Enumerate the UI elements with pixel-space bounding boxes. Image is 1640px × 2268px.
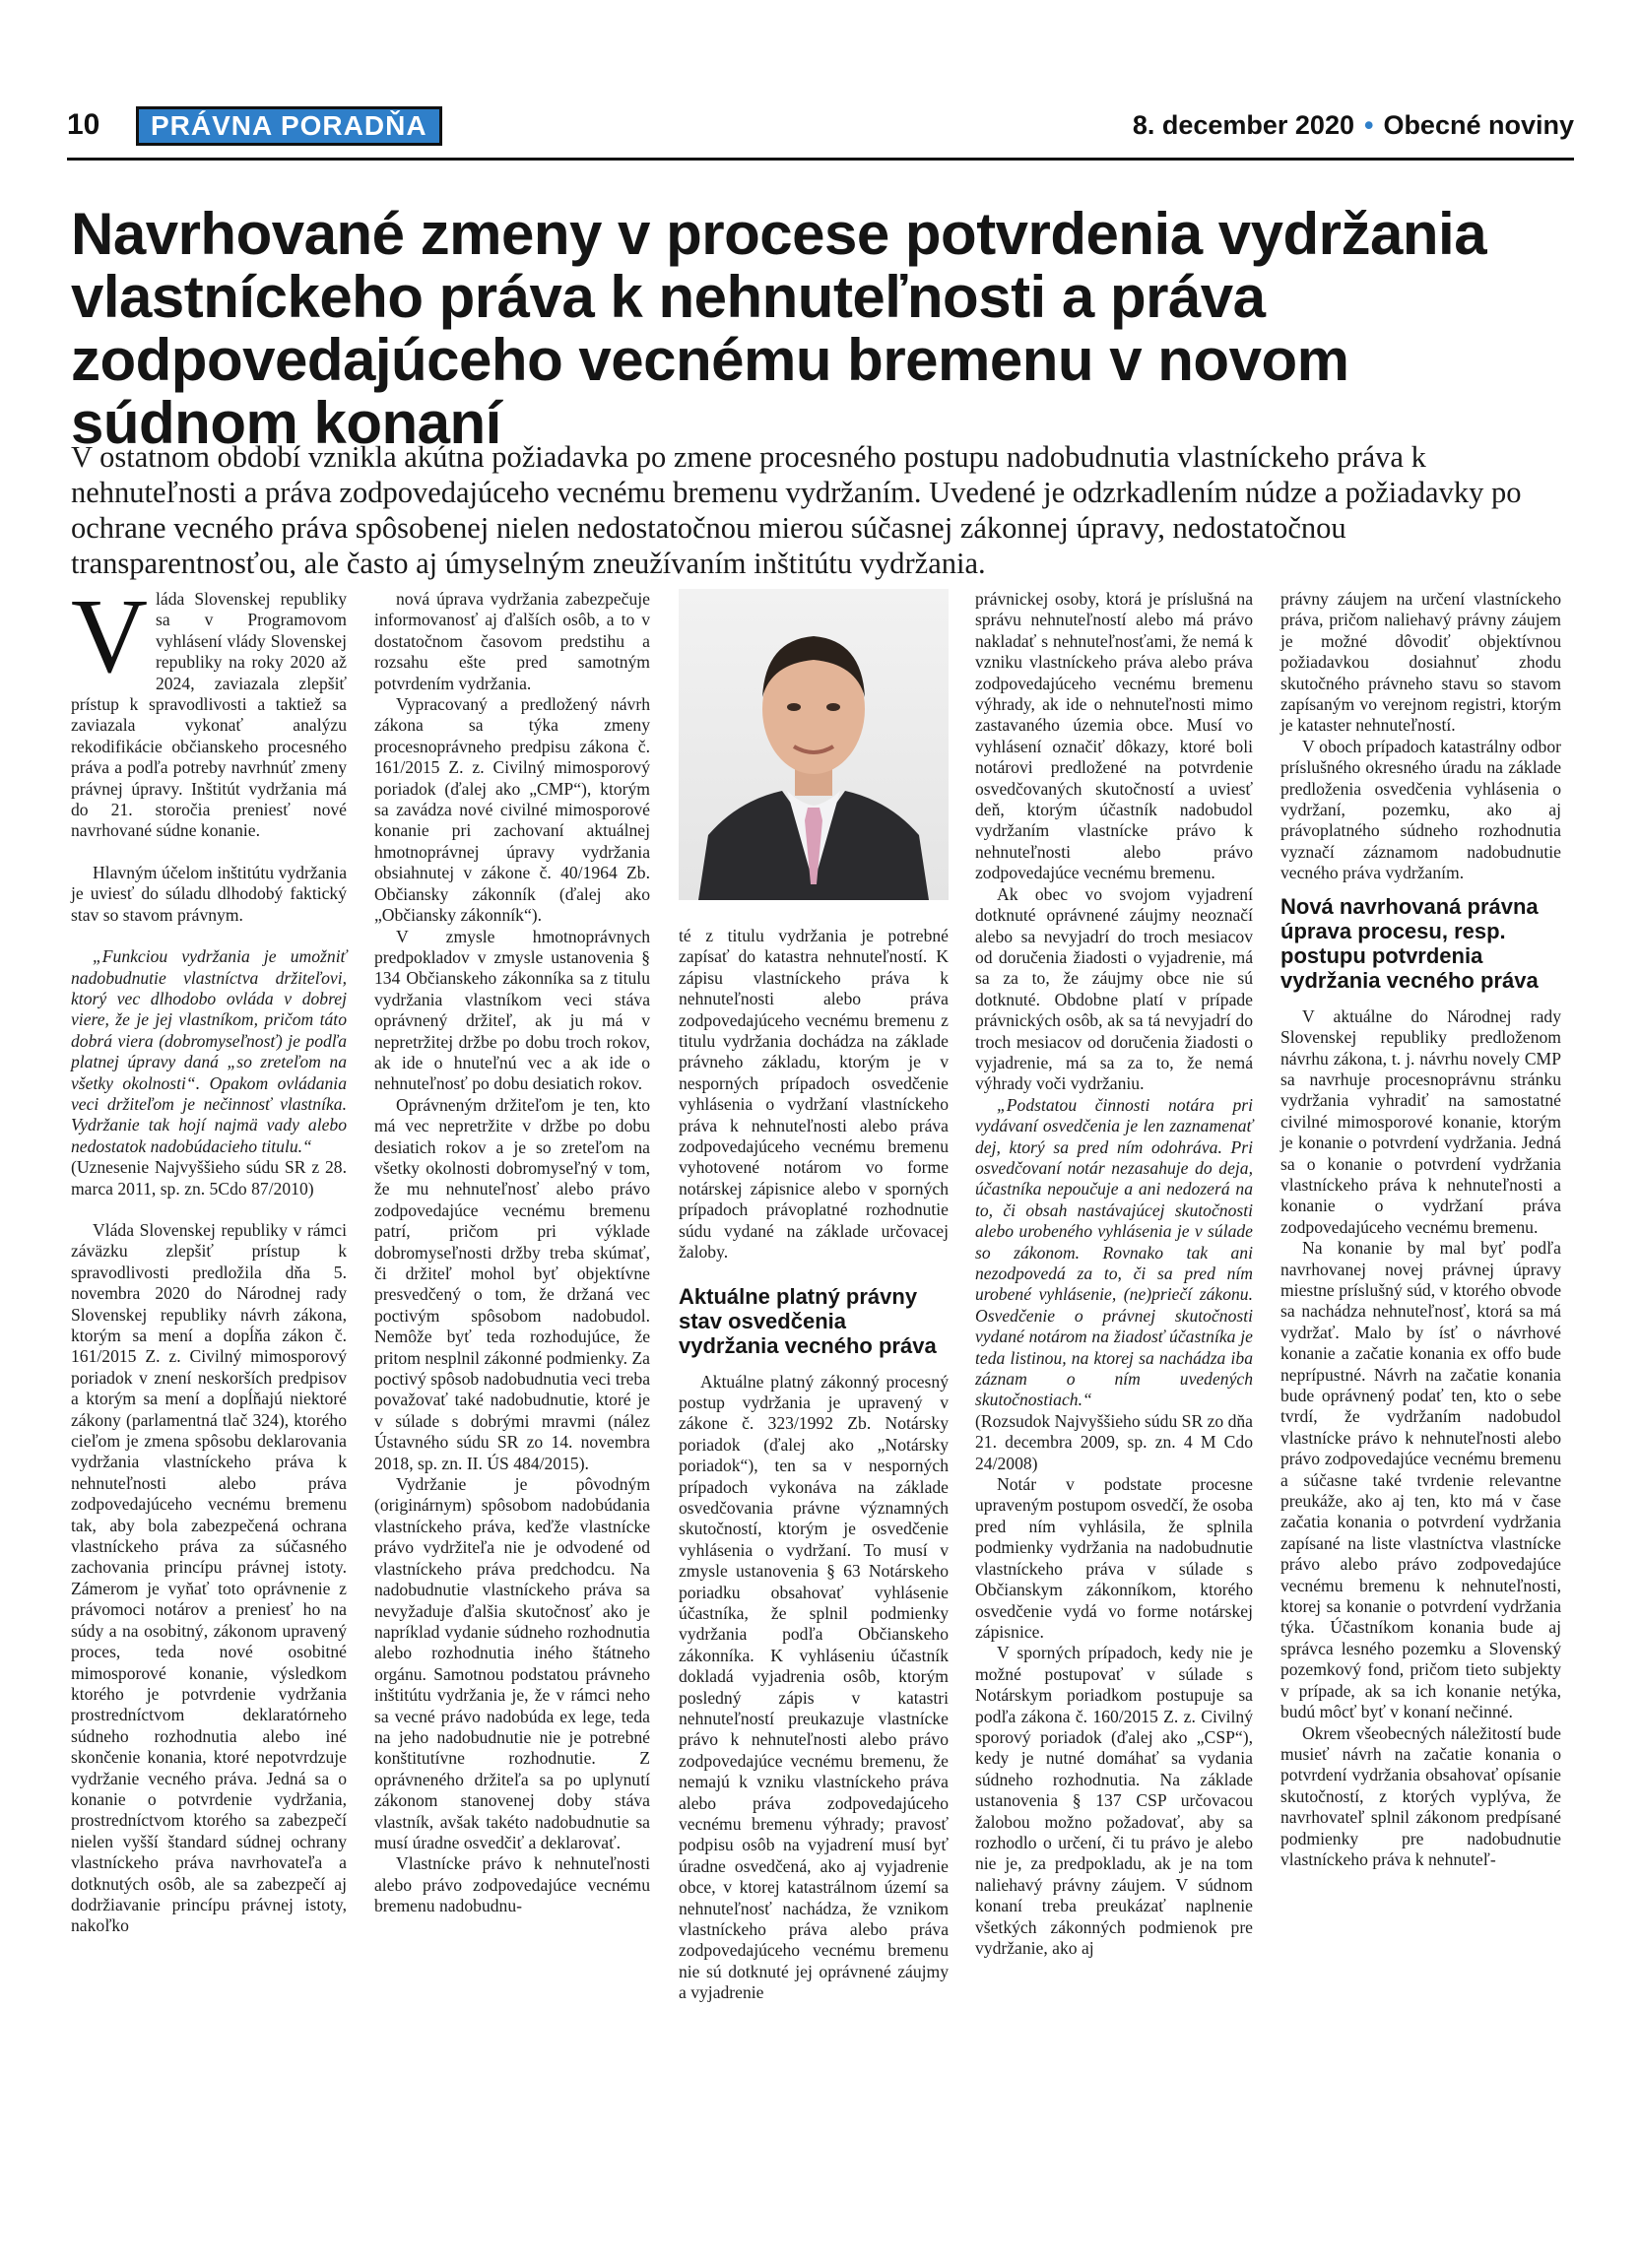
article-lead: V ostatnom období vznikla akútna požiadavka po zmene procesného postupu nadobudnutia vlastníckeho práva k nehnuteľnosti a práva zodpovedajúceho vecnému bremenu vydržaním. Uvedené je odzrkadlením núdze a požiadavky po ochrane vecného práva spôsobenej nielen nedostatočnou mierou súčasnej zákonnej úpravy, nedostatočnou transparentnosťou, ale často aj úmyselným zneužívaním inštitútu vydržania. (71, 440, 1522, 580)
quote-citation: (Rozsudok Najvyššieho súdu SR zo dňa 21. decembra 2009, sp. zn. 4 M Cdo 24/2008) (975, 1410, 1253, 1473)
page-header (67, 106, 1574, 148)
body-paragraph: V oboch prípadoch katastrálny odbor príslušného okresného úradu na základe predloženia osvedčenia vyhlásenia o vydržaní, pozemku, ako aj právoplatného súdneho rozhodnutia vyznačí záznamom nadobudnutie vecného práva vydržaním. (1280, 736, 1561, 883)
body-paragraph: Okrem všeobecných náležitostí bude musieť návrh na začatie konania o potvrdení vydržania obsahovať opísanie skutočností, z ktorých vyplýva, že navrhovateľ splnil zákonom predpísané podmienky pre nadobudnutie vlastníckeho práva k nehnuteľ- (1280, 1722, 1561, 1869)
portrait-illustration (679, 589, 949, 900)
body-paragraph: Ak obec vo svojom vyjadrení dotknuté oprávnené záujmy neoznačí alebo sa nevyjadrí do troch mesiacov od doručenia žiadosti o vyjadrenie, má sa za to, že záujmy obce nie sú dotknuté. Obdobne platí v prípade právnických osôb, ak sa tá nevyjadrí do troch mesiacov od doručenia žiadosti o vyjadrenie, má sa za to, že nemá výhrady voči vydržaniu. (975, 883, 1253, 1094)
article-title: Navrhované zmeny v procese potvrdenia vydržania vlastníckeho práva k nehnuteľnosti a práva zodpovedajúceho vecnému bremenu v novom súdnom konaní (71, 201, 1487, 456)
body-paragraph: V sporných prípadoch, kedy nie je možné postupovať v súlade s Notárskym poriadkom postupuje sa podľa zákona č. 160/2015 Z. z. Civilný sporový poriadok (ďalej ako „CSP“), kedy je nutné domáhať sa vydania súdneho rozhodnutia. Na základe ustanovenia § 137 CSP určovacou žalobou možno požadovať, aby sa rozhodlo o určení, či tu právo je alebo nie je, za predpokladu, ak je na tom naliehavý právny záujem. V súdnom konaní treba preukázať naplnenie všetkých zákonných podmienok pre vydržanie, ako aj (975, 1643, 1253, 1958)
article-column-3 (679, 926, 949, 2004)
article-column-1 (71, 578, 347, 1958)
body-paragraph: právny záujem na určení vlastníckeho práva, pričom naliehavý právny záujem je možné dôvodiť objektívnou požiadavkou dosiahnuť zhodu skutočného právneho stavu so stavom zapísaným vo verejnom registri, ktorým je kataster nehnuteľností. (1280, 589, 1561, 736)
header-meta (1133, 110, 1574, 141)
body-paragraph: Vypracovaný a predložený návrh zákona sa týka zmeny procesnoprávneho predpisu zákona č. 161/2015 Z. z. Civilný mimosporový poriadok (ďalej ako „CMP“), ktorým sa zavádza nové civilné mimosporové konanie pri zachovaní aktuálnej hmotnoprávnej úpravy vydržania obsiahnutej v zákone č. 40/1964 Zb. Občiansky zákonník (ďalej ako „Občiansky zákonník“). (374, 694, 650, 926)
article-column-5 (1280, 589, 1561, 1870)
body-paragraph: V zmysle hmotnoprávnych predpokladov v zmysle ustanovenia § 134 Občianskeho zákonníka sa z titulu vydržania vlastníkom veci stáva oprávnený držiteľ, ak ju má v nepretržitej držbe po dobu troch rokov, ak ide o hnuteľnú vec a ak ide o nehnuteľnosť po dobu desiatich rokov. (374, 926, 650, 1094)
publication-name: Obecné noviny (1383, 110, 1574, 140)
header-rule (67, 158, 1574, 161)
separator-dot: • (1363, 110, 1374, 140)
body-paragraph: Notár v podstate procesne upraveným postupom osvedčí, že osoba pred ním vyhlásila, že splnila podmienky vydržania na nadobudnutie vlastníckeho práva v súlade s Občianskym zákonníkom, ktorého osvedčenie vydá vo forme notárskej zápisnice. (975, 1474, 1253, 1642)
issue-date: 8. december 2020 (1132, 110, 1354, 140)
subheading: Aktuálne platný právny stav osvedčenia vydržania vecného práva (679, 1283, 937, 1358)
body-paragraph: Vláda Slovenskej republiky v rámci záväzku zlepšiť prístup k spravodlivosti predložila dňa 5. novembra 2020 do Národnej rady Slovenskej republiky návrh zákona, ktorým sa mení a dopĺňa zákon č. 161/2015 Z. z. Civilný mimosporový poriadok v znení neskorších predpisov a ktorým sa mení a dopĺňajú niektoré zákony (parlamentná tlač 324), ktorého cieľom je zmena spôsobu deklarovania vydržania vlastníckeho práva k nehnuteľnosti alebo práva zodpovedajúceho vecnému bremenu tak, aby bola zabezpečená ochrana vlastníckeho práva za súčasného zachovania princípu právnej istoty. Zámerom je vyňať toto oprávnenie z právomoci notárov a preniesť ho na súdy a na osobitný, zákonom upravený proces, teda nové osobitné mimosporové konanie, výsledkom ktorého je potvrdenie vydržania prostredníctvom deklaratórneho súdneho rozhodnutia alebo iné skončenie konania, ktoré nepotvrdzuje vydržanie vecného práva. Jedná sa o konanie o potvrdenie vydržania, prostredníctvom ktorého sa zabezpečí nielen vyšší štandard súdnej ochrany vlastníckeho práva navrhovateľa a dotknutých osôb, ale sa zabezpečí aj dodržiavanie princípu právnej istoty, nakoľko (71, 1219, 347, 1936)
body-paragraph: právnickej osoby, ktorá je príslušná na správu nehnuteľností alebo má právo nakladať s nehnuteľnosťami, že nemá k vzniku vlastníckeho práva alebo práva zodpovedajúceho vecnému bremenu výhrady, ak ide o nehnuteľnosti mimo zastavaného územia obce. Musí vo vyhlásení označiť dôkazy, ktoré boli notárovi predložené na potvrdenie osvedčovaných skutočností a uviesť deň, ktorým účastník nadobudol vydržaním vlastnícke právo k nehnuteľnosti alebo právo zodpovedajúce vecnému bremenu. (975, 589, 1253, 883)
section-label: PRÁVNA PORADŇA (136, 106, 442, 146)
subheading: Nová navrhovaná právna úprava procesu, resp. postupu potvrdenia vydržania vecného práva (1280, 893, 1539, 993)
intro-text: láda Slovenskej republiky sa v Programovom vyhlásení vlády Slovenskej republiky na roky 2020 až 2024, zaviazala zlepšiť prístup k spravodlivosti a taktiež sa zaviazala vykonať analýzu rekodifikácie občianskeho procesného práva a podľa potreby navrhnúť zmeny právnej úpravy. Inštitút vydržania má do 21. storočia preniesť nové navrhované súdne konanie. (71, 589, 347, 841)
court-quote: „Podstatou činnosti notára pri vydávaní osvedčenia je len zaznamenať dej, ktorý sa pred ním odohráva. Pri osvedčovaní notár nezasahuje do deja, účastníka nepoučuje a ani nedozerá na to, či obsah nastávajúcej skutočnosti alebo urobeného vyhlásenia je v súlade so zákonom. Rovnako tak ani nezodpovedá za to, či sa pred ním urobené vyhlásenie, (ne)priečí zákonu. Osvedčenie o právnej skutočnosti vydané notárom na žiadosť účastníka je teda listinou, na ktorej sa nachádza iba záznam o ním uvedených skutočnostiach.“ (975, 1094, 1253, 1410)
court-quote: „Funkciou vydržania je umožniť nadobudnutie vlastníctva držiteľovi, ktorý vec dlhodobo ovláda v dobrej viere, že je jej vlastníkom, pričom táto dobrá viera (dobromyseľnosť) je podľa platnej úpravy daná „so zreteľom na všetky okolnosti“. Opakom ovládania veci držiteľom je nečinnosť vlastníka. Vydržanie tak hojí najmä vady alebo nedostatok nadobúdacieho titulu.“ (71, 946, 347, 1156)
body-paragraph: nová úprava vydržania zabezpečuje informovanosť aj ďalších osôb, a to v dostatočnom časovom predstihu a rozsahu ešte pred samotným potvrdením vydržania. (374, 589, 650, 693)
drop-cap: V (71, 578, 148, 695)
body-paragraph: Na konanie by mal byť podľa navrhovanej novej právnej úpravy miestne príslušný súd, v ktorého obvode sa nachádza nehnuteľnosť, ktorá sa má vydržať. Malo by ísť o návrhové konanie a začatie konania ex offo bude neprípustné. Návrh na začatie konania bude oprávnený podať ten, kto o sebe tvrdí, že vydržaním nadobudol vlastnícke právo k nehnuteľnosti alebo právo zodpovedajúce vecnému bremenu a súčasne také tvrdenie relevantne preukáže, ako aj ten, kto má v čase začatia konania o potvrdení vydržania zapísané na liste vlastníctva vlastnícke právo alebo právo zodpovedajúce vecnému bremenu k nehnuteľnosti, ktorej sa konanie o potvrdení vydržania týka. Účastníkom konania bude aj správca lesného pozemku a Slovenský pozemkový fond, pričom tieto subjekty v prípade, ak sa ich konanie netýka, budú môcť byť v konaní nečinné. (1280, 1238, 1561, 1722)
body-paragraph: Hlavným účelom inštitútu vydržania je uviesť do súladu dlhodobý faktický stav so stavom právnym. (71, 862, 347, 925)
body-paragraph: Vydržanie je pôvodným (originárnym) spôsobom nadobúdania vlastníckeho práva, keďže vlastnícke právo vydržiteľa nie je odvodené od vlastníckeho práva predchodcu. Na nadobudnutie vlastníckeho práva sa nevyžaduje ďalšia skutočnosť ako je napríklad vydanie súdneho rozhodnutia alebo rozhodnutia iného štátneho orgánu. Samotnou podstatou právneho inštitútu vydržania je, že v rámci neho sa vecné právo nadobúda ex lege, teda na jeho nadobudnutie nie je potrebné konštitutívne rozhodnutie. Z oprávneného držiteľa sa po uplynutí zákonom stanovenej doby stáva vlastník, avšak takéto nadobudnutie sa musí úradne osvedčiť a deklarovať. (374, 1474, 650, 1852)
page-number: 10 (67, 108, 100, 141)
body-paragraph: té z titulu vydržania je potrebné zapísať do katastra nehnuteľností. K zápisu vlastníckeho práva k nehnuteľnosti alebo práva zodpovedajúceho vecnému bremenu z titulu vydržania dochádza na základe právneho základu, ktorým je v nesporných prípadoch osvedčenie vyhlásenia o vydržaní vlastníckeho práva k nehnuteľnosti alebo práva zodpovedajúceho vecnému bremenu vyhotovené notárom vo forme notárskej zápisnice alebo v sporných prípadoch právoplatné rozhodnutie súdu vydané na základe určovacej žaloby. (679, 926, 949, 1263)
intro-paragraph (71, 578, 347, 842)
body-paragraph: V aktuálne do Národnej rady Slovenskej republiky predloženom návrhu zákona, t. j. návrhu novely CMP sa navrhuje procesnoprávnu stránku vydržania vyhradiť na samostatné civilné mimosporové konanie, ktorým je konanie o potvrdení vydržania. Jedná sa o konanie o potvrdení vydržania vlastníckeho práva k nehnuteľnosti a konanie o vydržaní práva zodpovedajúceho vecnému bremenu. (1280, 1005, 1561, 1237)
body-paragraph: Vlastnícke právo k nehnuteľnosti alebo právo zodpovedajúce vecnému bremenu nadobudnu- (374, 1853, 650, 1916)
article-column-4 (975, 589, 1253, 1959)
article-column-2 (374, 589, 650, 1917)
author-photo (679, 589, 949, 900)
body-paragraph: Oprávneným držiteľom je ten, kto má vec nepretržite v držbe po dobu desiatich rokov a je so zreteľom na všetky okolnosti dobromyseľný v tom, že mu nehnuteľnosť alebo právo zodpovedajúce vecnému bremenu patrí, pričom pri výklade dobromyseľnosti držby treba skúmať, či držiteľ mohol byť objektívne presvedčený o tom, že držaná vec poctivým spôsobom nadobudol. Nemôže byť teda rozhodujúce, že pritom nesplnil zákonné podmienky. Za poctivý spôsob nadobudnutia veci treba považovať také nadobudnutie, ktoré je v súlade s dobrými mravmi (nález Ústavného súdu SR zo 14. novembra 2018, sp. zn. II. ÚS 484/2015). (374, 1094, 650, 1473)
quote-citation: (Uznesenie Najvyššieho súdu SR z 28. marca 2011, sp. zn. 5Cdo 87/2010) (71, 1157, 347, 1199)
body-paragraph: Aktuálne platný zákonný procesný postup vydržania je upravený v zákone č. 323/1992 Zb. Notársky poriadok (ďalej ako „Notársky poriadok“), ten sa v nesporných prípadoch vykonáva na základe osvedčovania právne významných skutočností, ktorým je osvedčenie vyhlásenia o vydržaní. To musí v zmysle ustanovenia § 63 Notárskeho poriadku obsahovať vyhlásenie účastníka, že splnil podmienky vydržania podľa Občianskeho zákonníka. K vyhláseniu účastník dokladá vyjadrenia osôb, ktorým posledný zápis v katastri nehnuteľností preukazuje vlastnícke právo k nehnuteľnosti alebo právo zodpovedajúce vecnému bremenu, že nemajú k vzniku vlastníckeho práva alebo práva zodpovedajúceho vecnému bremenu výhrady; pravosť podpisu osôb na vyjadrení musí byť úradne osvedčená, ako aj vyjadrenie obce, v ktorej katastrálnom území sa nehnuteľnosť nachádza, že vznikom vlastníckeho práva alebo práva zodpovedajúceho vecnému bremenu nie sú dotknuté jej oprávnené záujmy a vyjadrenie (679, 1371, 949, 2003)
